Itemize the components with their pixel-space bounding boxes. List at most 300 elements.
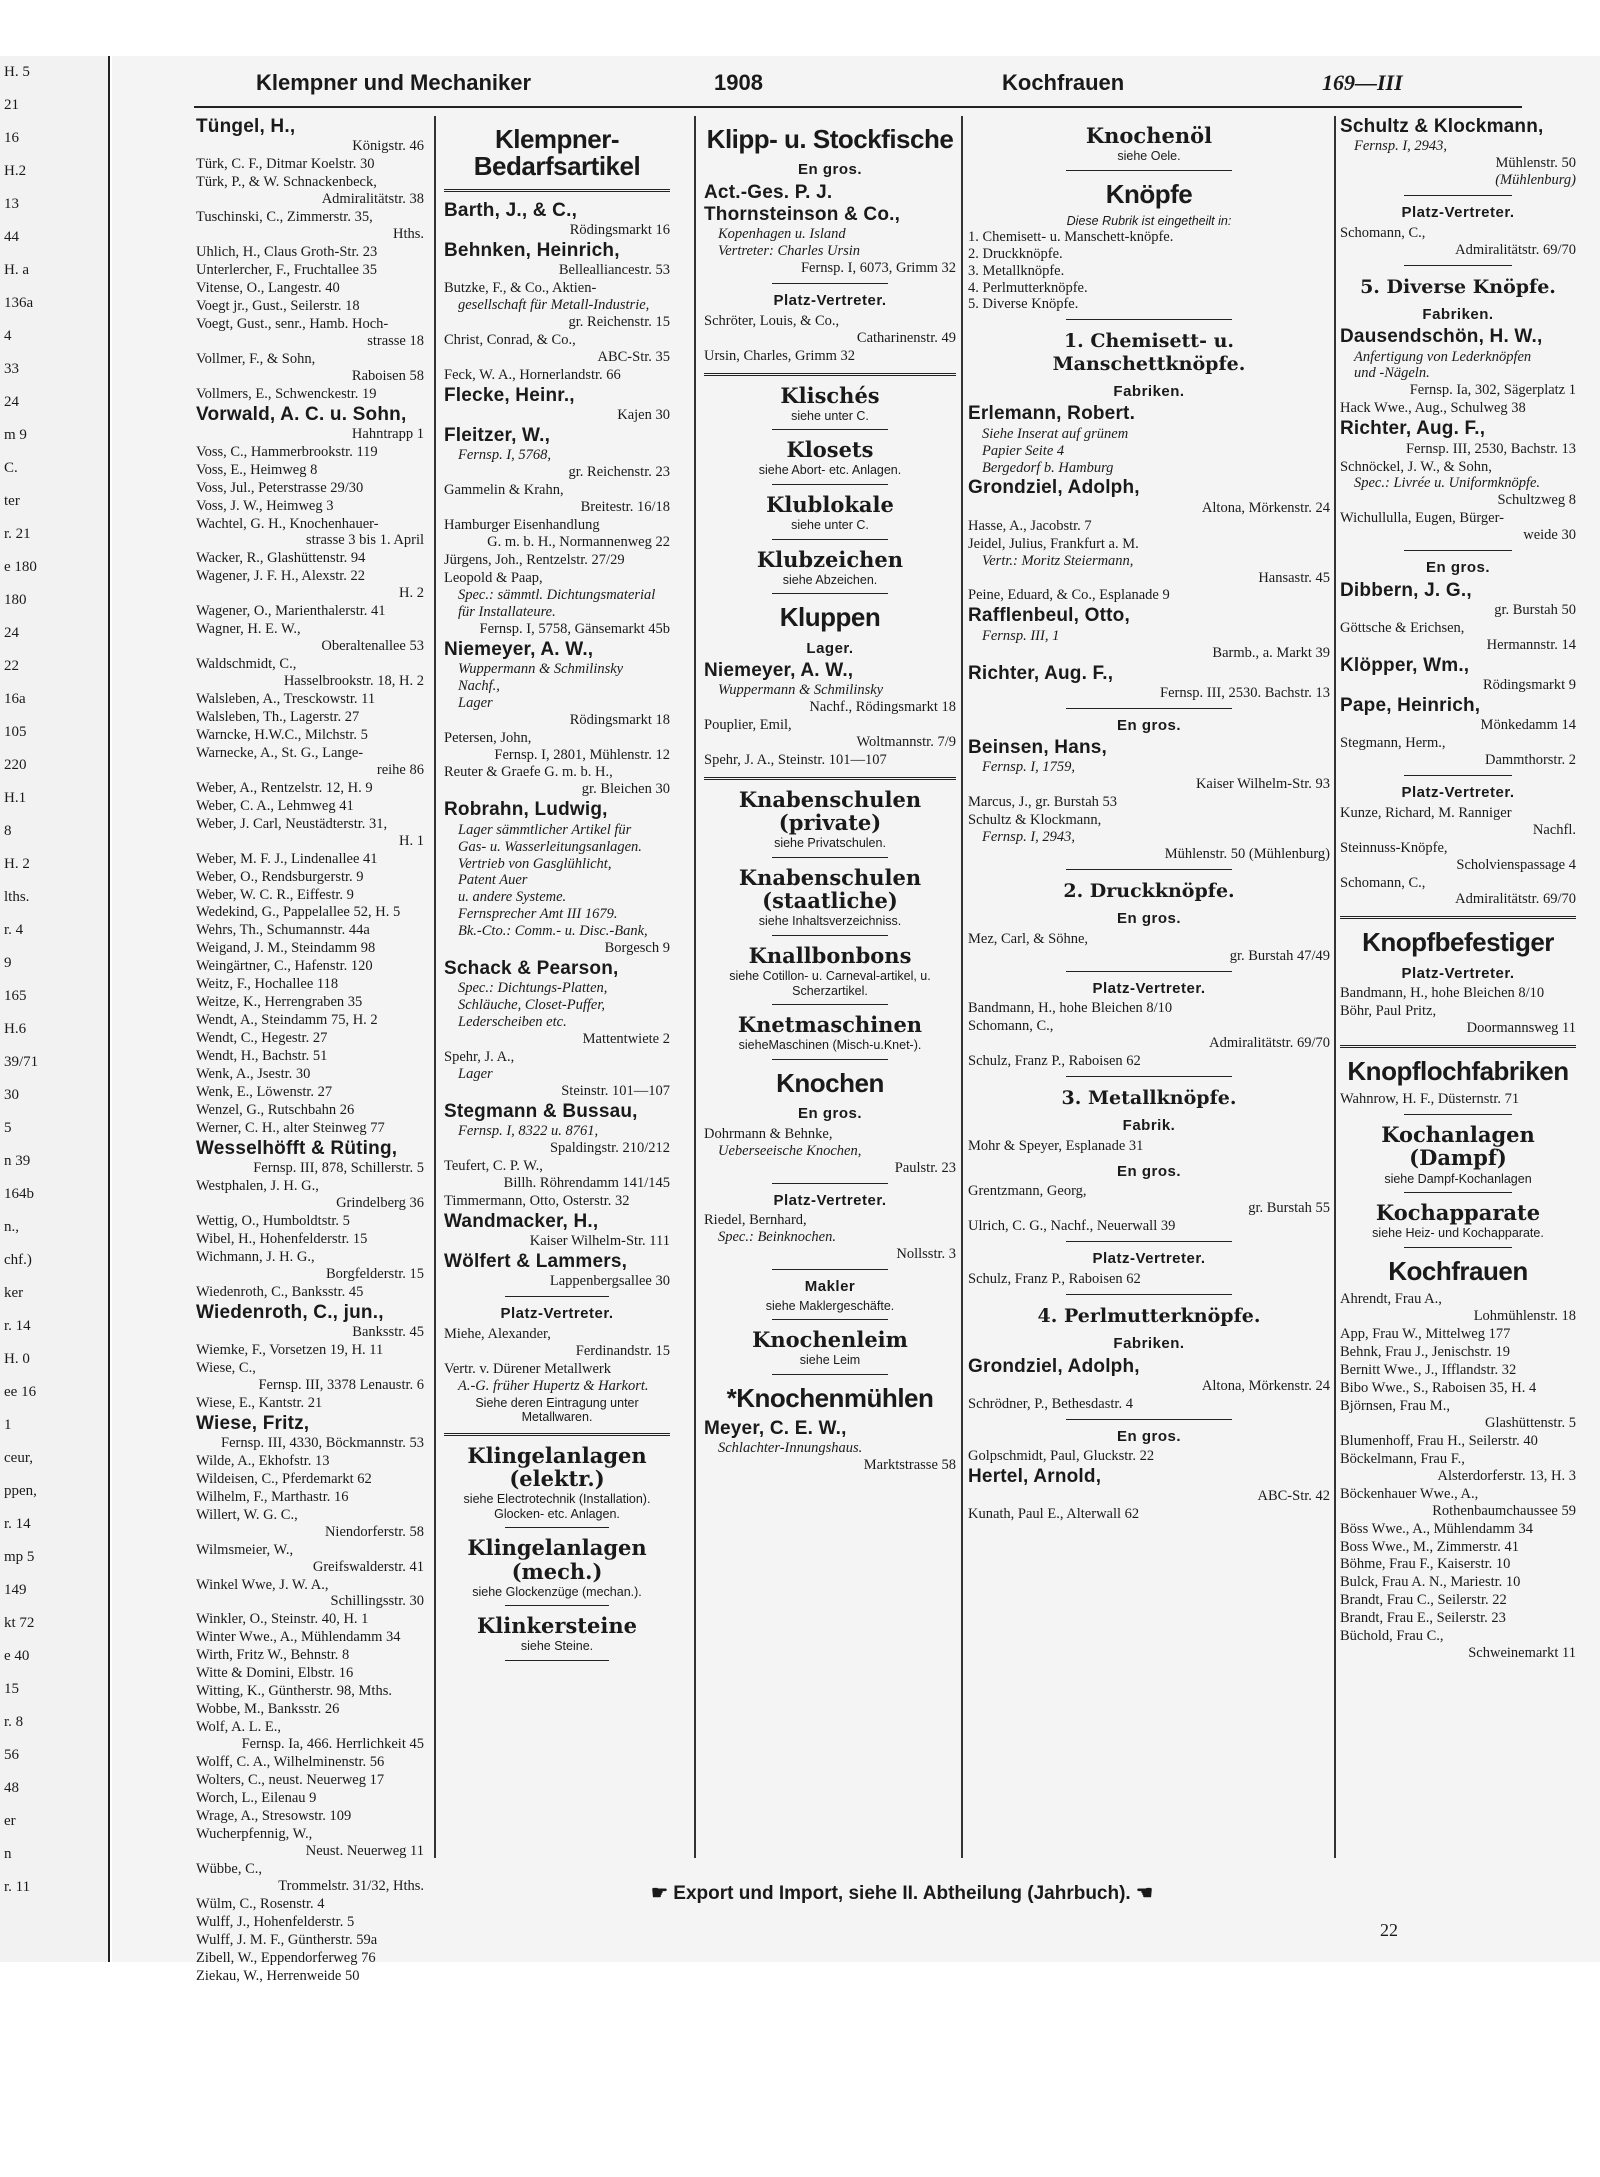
entry-text: Wolf, A. L. E., bbox=[196, 1719, 282, 1736]
directory-entry bbox=[196, 1066, 424, 1083]
directory-entry bbox=[196, 1701, 424, 1718]
entry-text: Kunze, Richard, M. Ranniger bbox=[1340, 804, 1512, 821]
entry-text: Willert, W. G. C., bbox=[196, 1506, 298, 1523]
subsection-label: En gros. bbox=[797, 161, 862, 179]
entry-text: Schultz & Klockmann, bbox=[968, 812, 1102, 829]
entry-address: Rödingsmarkt 16 bbox=[569, 221, 670, 238]
entry-name: Richter, Aug. F., bbox=[968, 662, 1114, 684]
entry-detail: Patent Auer bbox=[458, 872, 528, 889]
directory-entry bbox=[704, 717, 956, 751]
entry-text: Walsleben, Th., Lagerstr. 27 bbox=[196, 708, 360, 725]
entry-text: Dohrmann & Behnke, bbox=[704, 1125, 833, 1142]
entry-text: Weingärtner, C., Hafenstr. 120 bbox=[196, 958, 373, 975]
entry-address: Admiralitätstr. 38 bbox=[321, 191, 424, 208]
directory-entry bbox=[444, 1326, 670, 1360]
entry-name: Grondziel, Adolph, bbox=[968, 477, 1140, 499]
reference-note: siehe unter C. bbox=[791, 518, 869, 533]
entry-text: Schnöckel, J. W., & Sohn, bbox=[1340, 458, 1492, 475]
directory-entry bbox=[968, 403, 1330, 476]
directory-entry bbox=[1340, 1003, 1576, 1037]
header-year: 1908 bbox=[714, 70, 763, 95]
entry-detail: Spec.: Beinknochen. bbox=[718, 1229, 836, 1246]
entry-address: gr. Burstah 55 bbox=[1248, 1200, 1330, 1217]
entry-text: Blumenhoff, Frau H., Seilerstr. 40 bbox=[1340, 1432, 1538, 1449]
entry-text: Weber, A., Rentzelstr. 12, H. 9 bbox=[196, 779, 373, 796]
entry-text: Stegmann, Herm., bbox=[1340, 735, 1446, 752]
entry-text: Kunath, Paul E., Alterwall 62 bbox=[968, 1506, 1140, 1523]
entry-address: Breitestr. 16/18 bbox=[580, 498, 670, 515]
entry-text: Büchold, Frau C., bbox=[1340, 1628, 1444, 1645]
directory-entry bbox=[196, 1861, 424, 1895]
directory-entry bbox=[196, 709, 424, 726]
margin-fragment: 33 bbox=[4, 361, 19, 377]
entry-text: Spehr, J. A., Steinstr. 101—107 bbox=[704, 752, 887, 769]
section-heading: Knopfbefestiger bbox=[1362, 927, 1554, 958]
directory-entry bbox=[196, 568, 424, 602]
entry-address: Ferdinandstr. 15 bbox=[575, 1342, 670, 1359]
section-rule bbox=[1066, 1294, 1233, 1295]
entry-detail: Spec.: Livrée u. Uniformknöpfe. bbox=[1354, 475, 1541, 492]
entry-text: Göttsche & Erichsen, bbox=[1340, 619, 1465, 636]
double-rule bbox=[444, 1433, 670, 1436]
entry-text: Böhme, Frau F., Kaiserstr. 10 bbox=[1340, 1556, 1511, 1573]
directory-entry bbox=[196, 1395, 424, 1412]
entry-text: Voss, E., Heimweg 8 bbox=[196, 461, 318, 478]
entry-detail: Spec.: sämmtl. Dichtungsmaterial bbox=[458, 586, 656, 603]
entry-name: Behnken, Heinrich, bbox=[444, 239, 620, 261]
rubric-intro: Diese Rubrik ist eingetheilt in: bbox=[1066, 214, 1232, 229]
section-rule bbox=[1066, 1419, 1233, 1420]
entry-address: Kaiser Wilhelm-Str. 111 bbox=[529, 1233, 670, 1250]
section-rule bbox=[772, 935, 888, 936]
directory-entry bbox=[968, 812, 1330, 863]
directory-entry bbox=[444, 1101, 670, 1157]
entry-address: Nachfl. bbox=[1532, 821, 1576, 838]
directory-entry bbox=[196, 922, 424, 939]
entry-detail: Schlachter-Innungshaus. bbox=[718, 1440, 863, 1457]
directory-entry bbox=[968, 1271, 1330, 1288]
entry-text: Ziekau, W., Herrenweide 50 bbox=[196, 1967, 360, 1984]
directory-entry bbox=[444, 552, 670, 569]
directory-entry bbox=[196, 1754, 424, 1771]
entry-address: Hermannstr. 14 bbox=[1486, 636, 1576, 653]
entry-address: Schillingsstr. 30 bbox=[330, 1593, 424, 1610]
directory-entry bbox=[196, 798, 424, 815]
entry-address: Rothenbaumchaussee 59 bbox=[1432, 1502, 1576, 1519]
reference-note: siehe Heiz- und Kochapparate. bbox=[1372, 1226, 1544, 1241]
entry-text: Wehrs, Th., Schumannstr. 44a bbox=[196, 922, 370, 939]
entry-text: Witte & Domini, Elbstr. 16 bbox=[196, 1665, 354, 1682]
entry-address: Hansastr. 45 bbox=[1258, 569, 1330, 586]
directory-entry bbox=[444, 764, 670, 798]
directory-entry bbox=[1340, 1486, 1576, 1520]
entry-text: Wachtel, G. H., Knochenhauer- bbox=[196, 515, 379, 532]
entry-text: Brandt, Frau E., Seilerstr. 23 bbox=[1340, 1610, 1506, 1627]
directory-entry bbox=[1340, 985, 1576, 1002]
entry-text: Steinnuss-Knöpfe, bbox=[1340, 839, 1448, 856]
directory-entry bbox=[196, 1647, 424, 1664]
entry-text: Golpschmidt, Paul, Gluckstr. 22 bbox=[968, 1448, 1155, 1465]
directory-entry bbox=[444, 639, 670, 729]
entry-text: Leopold & Paap, bbox=[444, 569, 543, 586]
directory-entry bbox=[196, 994, 424, 1011]
reference-note: siehe Inhaltsverzeichniss. bbox=[758, 914, 902, 929]
rubric-item: 5. Diverse Knöpfe. bbox=[968, 296, 1079, 313]
entry-text: Voss, J. W., Heimweg 3 bbox=[196, 497, 334, 514]
entry-text: Wülm, C., Rosenstr. 4 bbox=[196, 1895, 325, 1912]
margin-fragment: H. 0 bbox=[4, 1351, 30, 1367]
entry-name: Fleitzer, W., bbox=[444, 424, 551, 446]
subsection-label: Platz-Vertreter. bbox=[1401, 784, 1515, 802]
entry-text: Wucherpfennig, W., bbox=[196, 1825, 313, 1842]
column-3 bbox=[704, 116, 956, 1858]
entry-detail: Fernsp. I, 2943, bbox=[1354, 138, 1448, 155]
margin-fragment: 149 bbox=[4, 1582, 27, 1598]
reference-heading: Klublokale bbox=[766, 491, 894, 517]
directory-entry bbox=[444, 1049, 670, 1100]
subsection-heading: 1. Chemisett- u. Manschettknöpfe. bbox=[1052, 330, 1246, 375]
margin-fragment: ter bbox=[4, 493, 20, 509]
entry-text: Weber, W. C. R., Eiffestr. 9 bbox=[196, 886, 354, 903]
entry-address: Schweinemarkt 11 bbox=[1468, 1645, 1576, 1662]
entry-name: Stegmann & Bussau, bbox=[444, 1101, 638, 1123]
directory-entry bbox=[968, 518, 1330, 535]
directory-entry bbox=[196, 1302, 424, 1341]
directory-entry bbox=[196, 174, 424, 208]
subsection-label: Fabriken. bbox=[1113, 382, 1185, 400]
directory-entry bbox=[196, 1012, 424, 1029]
directory-entry bbox=[196, 603, 424, 620]
entry-address: Borgesch 9 bbox=[604, 940, 670, 957]
section-heading: *Knochenmühlen bbox=[726, 1382, 934, 1413]
subsection-label: Lager. bbox=[806, 639, 854, 657]
directory-entry bbox=[968, 1356, 1330, 1395]
section-rule bbox=[772, 429, 888, 430]
directory-entry bbox=[196, 550, 424, 567]
entry-detail: Lederscheiben etc. bbox=[458, 1014, 567, 1031]
entry-detail: Fernsp. I, 1759, bbox=[982, 759, 1076, 776]
directory-entry bbox=[196, 1611, 424, 1628]
subsection-label: Platz-Vertreter. bbox=[773, 1191, 887, 1209]
margin-fragment: er bbox=[4, 1813, 16, 1829]
directory-entry bbox=[444, 240, 670, 279]
directory-entry bbox=[196, 516, 424, 550]
directory-entry bbox=[444, 425, 670, 481]
reference-note: siehe Abort- etc. Anlagen. bbox=[758, 463, 902, 478]
directory-entry bbox=[196, 1342, 424, 1359]
entry-name: Flecke, Heinr., bbox=[444, 384, 575, 406]
directory-entry bbox=[196, 386, 424, 403]
entry-text: Voss, C., Hammerbrookstr. 119 bbox=[196, 443, 378, 460]
entry-text: Peine, Eduard, & Co., Esplanade 9 bbox=[968, 587, 1170, 604]
margin-fragment: lths. bbox=[4, 889, 30, 905]
reference-heading: Knochenleim bbox=[752, 1327, 908, 1353]
header-rule bbox=[194, 106, 1522, 108]
directory-entry bbox=[968, 1000, 1330, 1017]
entry-address: Altona, Mörkenstr. 24 bbox=[1201, 499, 1330, 516]
entry-text: Böhr, Paul Pritz, bbox=[1340, 1003, 1437, 1020]
directory-entry bbox=[704, 348, 956, 365]
section-heading: Kluppen bbox=[779, 602, 881, 633]
directory-entry bbox=[196, 444, 424, 461]
directory-entry bbox=[1340, 1574, 1576, 1591]
margin-fragment: 24 bbox=[4, 625, 19, 641]
entry-address: H. 2 bbox=[399, 585, 424, 602]
directory-entry bbox=[196, 1284, 424, 1301]
entry-text: Christ, Conrad, & Co., bbox=[444, 331, 576, 348]
margin-fragment: 15 bbox=[4, 1681, 19, 1697]
margin-fragment: n bbox=[4, 1846, 12, 1862]
double-rule bbox=[1340, 916, 1576, 919]
entry-address: Spaldingstr. 210/212 bbox=[549, 1140, 670, 1157]
entry-text: Vitense, O., Langestr. 40 bbox=[196, 279, 340, 296]
directory-entry bbox=[196, 621, 424, 655]
reference-note: siehe Maklergeschäfte. bbox=[765, 1298, 895, 1313]
reference-note: siehe Oele. bbox=[1117, 149, 1181, 164]
directory-entry bbox=[196, 1413, 424, 1452]
entry-address: Admiralitätstr. 69/70 bbox=[1455, 241, 1576, 258]
entry-text: Wichmann, J. H. G., bbox=[196, 1248, 315, 1265]
directory-entry bbox=[196, 280, 424, 297]
entry-detail: Gas- u. Wasserleitungsanlagen. bbox=[458, 838, 642, 855]
subsection-heading: 3. Metallknöpfe. bbox=[1061, 1087, 1237, 1110]
directory-entry bbox=[968, 477, 1330, 516]
entry-name: Schack & Pearson, bbox=[444, 958, 619, 980]
directory-entry bbox=[196, 498, 424, 515]
entry-text: Wildeisen, C., Pferdemarkt 62 bbox=[196, 1470, 372, 1487]
directory-entry bbox=[1340, 620, 1576, 654]
entry-address: Fernsp. I, 6073, Grimm 32 bbox=[800, 260, 956, 277]
directory-entry bbox=[196, 976, 424, 993]
entry-address: G. m. b. H., Normannenweg 22 bbox=[487, 533, 670, 550]
margin-fragment: 9 bbox=[4, 955, 12, 971]
entry-text: Wübbe, C., bbox=[196, 1860, 263, 1877]
header-page: 169—III bbox=[1322, 70, 1403, 95]
entry-address: Rödingsmarkt 9 bbox=[1482, 677, 1576, 694]
entry-text: Mez, Carl, & Söhne, bbox=[968, 930, 1089, 947]
entry-text: Wrage, A., Stresowstr. 109 bbox=[196, 1807, 352, 1824]
entry-text: Bandmann, H., hohe Bleichen 8/10 bbox=[968, 1000, 1173, 1017]
entry-name: Tüngel, H., bbox=[196, 116, 296, 137]
entry-address: Barmb., a. Markt 39 bbox=[1212, 644, 1330, 661]
reference-heading: Klischés bbox=[780, 382, 880, 408]
subsection-label: Platz-Vertreter. bbox=[1092, 1250, 1206, 1268]
column-2 bbox=[444, 116, 670, 1858]
entry-text: Wagener, J. F. H., Alexstr. 22 bbox=[196, 568, 366, 585]
entry-text: Winter Wwe., A., Mühlendamm 34 bbox=[196, 1629, 401, 1646]
directory-entry bbox=[196, 1048, 424, 1065]
entry-text: Schomann, C., bbox=[968, 1018, 1054, 1035]
entry-address: Glashüttenstr. 5 bbox=[1484, 1414, 1576, 1431]
entry-text: Wenk, A., Jsestr. 30 bbox=[196, 1066, 311, 1083]
entry-text: Björnsen, Frau M., bbox=[1340, 1397, 1450, 1414]
margin-fragment: 8 bbox=[4, 823, 12, 839]
entry-address: Schultzweg 8 bbox=[1497, 492, 1576, 509]
subsection-label: Platz-Vertreter. bbox=[1401, 964, 1515, 982]
section-rule bbox=[1404, 195, 1513, 196]
entry-text: Wirth, Fritz W., Behnstr. 8 bbox=[196, 1647, 350, 1664]
entry-address: gr. Burstah 50 bbox=[1494, 602, 1576, 619]
subsection-label: Fabriken. bbox=[1422, 305, 1494, 323]
directory-entry bbox=[196, 1826, 424, 1860]
pointing-hand-icon: ☛ bbox=[650, 1883, 674, 1904]
directory-entry bbox=[196, 1030, 424, 1047]
entry-text: Voss, Jul., Peterstrasse 29/30 bbox=[196, 479, 364, 496]
rubric-item: 4. Perlmutterknöpfe. bbox=[968, 279, 1088, 296]
margin-fragment: 39/71 bbox=[4, 1054, 39, 1070]
subsection-label: Platz-Vertreter. bbox=[1092, 979, 1206, 997]
section-rule bbox=[1066, 170, 1233, 171]
directory-entry bbox=[968, 1053, 1330, 1070]
entry-text: Türk, C. F., Ditmar Koelstr. 30 bbox=[196, 156, 375, 173]
double-rule bbox=[444, 189, 670, 192]
entry-name: Pape, Heinrich, bbox=[1340, 695, 1481, 717]
entry-text: App, Frau W., Mittelweg 177 bbox=[1340, 1326, 1511, 1343]
entry-text: Wenk, E., Löwenstr. 27 bbox=[196, 1084, 333, 1100]
directory-entry bbox=[196, 404, 424, 443]
entry-address: Fernsp. III, 3378 Lenaustr. 6 bbox=[258, 1376, 424, 1393]
reference-heading: Klingelanlagen (elektr.) bbox=[467, 1443, 647, 1492]
entry-detail: Vertr.: Moritz Steiermann, bbox=[982, 552, 1134, 569]
entry-address: strasse 3 bis 1. April bbox=[305, 532, 424, 549]
directory-entry bbox=[1340, 510, 1576, 544]
entry-address: Kaiser Wilhelm-Str. 93 bbox=[1195, 776, 1330, 793]
margin-fragment: 21 bbox=[4, 97, 19, 113]
directory-entry bbox=[968, 1018, 1330, 1052]
directory-entry bbox=[444, 280, 670, 331]
directory-entry bbox=[444, 1193, 670, 1210]
entry-detail: Bk.-Cto.: Comm.- u. Disc.-Bank, bbox=[458, 923, 648, 940]
directory-entry bbox=[196, 1360, 424, 1394]
directory-entry bbox=[1340, 655, 1576, 694]
entry-text: Hamburger Eisenhandlung bbox=[444, 516, 600, 533]
directory-entry bbox=[444, 1361, 670, 1395]
directory-entry bbox=[196, 656, 424, 690]
directory-entry bbox=[704, 752, 956, 769]
entry-text: Ulrich, C. G., Nachf., Neuerwall 39 bbox=[968, 1218, 1176, 1235]
double-rule bbox=[1340, 1045, 1576, 1048]
directory-entry bbox=[196, 1542, 424, 1576]
entry-address: Steinstr. 101—107 bbox=[561, 1083, 670, 1100]
entry-detail: Anfertigung von Lederknöpfen bbox=[1354, 348, 1532, 365]
entry-text: Weber, C. A., Lehmweg 41 bbox=[196, 797, 354, 814]
section-rule bbox=[1404, 265, 1513, 266]
entry-text: Wolters, C., neust. Neuerweg 17 bbox=[196, 1772, 385, 1789]
entry-text: Böckenhauer Wwe., A., bbox=[1340, 1485, 1479, 1502]
entry-address: Kajen 30 bbox=[617, 406, 670, 423]
entry-text: Waldschmidt, C., bbox=[196, 656, 297, 673]
section-rule bbox=[1066, 1241, 1233, 1242]
reference-heading: Knabenschulen (private) bbox=[738, 787, 922, 836]
subsection-label: En gros. bbox=[1425, 559, 1490, 577]
entry-address: Neust. Neuerweg 11 bbox=[305, 1842, 424, 1859]
directory-entry bbox=[444, 1158, 670, 1192]
directory-entry bbox=[1340, 1362, 1576, 1379]
entry-name: Robrahn, Ludwig, bbox=[444, 799, 608, 821]
margin-fragment: H.1 bbox=[4, 790, 27, 806]
subsection-label: En gros. bbox=[1116, 1162, 1181, 1180]
directory-entry bbox=[704, 313, 956, 347]
page-header bbox=[112, 62, 1442, 102]
directory-entry bbox=[1340, 459, 1576, 510]
entry-text: Winkler, O., Steinstr. 40, H. 1 bbox=[196, 1611, 369, 1628]
margin-fragment: 5 bbox=[4, 1120, 12, 1136]
entry-text: Weitze, K., Herrengraben 35 bbox=[196, 994, 363, 1011]
entry-text: Böss Wwe., A., Mühlendamm 34 bbox=[1340, 1520, 1534, 1537]
directory-entry bbox=[444, 482, 670, 516]
entry-text: Westphalen, J. H. G., bbox=[196, 1178, 319, 1195]
section-rule bbox=[772, 1374, 888, 1375]
entry-text: Hack Wwe., Aug., Schulweg 38 bbox=[1340, 400, 1526, 417]
entry-address: Catharinenstr. 49 bbox=[856, 329, 956, 346]
entry-text: Schulz, Franz P., Raboisen 62 bbox=[968, 1053, 1141, 1070]
reference-heading: Kochanlagen (Dampf) bbox=[1381, 1122, 1535, 1171]
section-rule bbox=[772, 1319, 888, 1320]
entry-text: Bulck, Frau A. N., Mariestr. 10 bbox=[1340, 1574, 1521, 1591]
entry-address: Mattentwiete 2 bbox=[582, 1031, 670, 1048]
entry-detail: Lager bbox=[458, 694, 493, 711]
directory-entry bbox=[196, 1507, 424, 1541]
directory-entry bbox=[1340, 1398, 1576, 1432]
margin-fragment: r. 14 bbox=[4, 1516, 31, 1532]
directory-entry bbox=[196, 1808, 424, 1825]
margin-fragment: 16 bbox=[4, 130, 19, 146]
section-heading: Klipp- u. Stockfische bbox=[706, 124, 954, 154]
entry-address: Rödingsmarkt 18 bbox=[569, 711, 670, 728]
column-divider bbox=[1334, 116, 1336, 1858]
margin-fragment: 180 bbox=[4, 592, 27, 608]
reference-note: siehe Steine. bbox=[520, 1639, 594, 1654]
reference-heading: Knochenöl bbox=[1085, 123, 1213, 148]
section-rule bbox=[505, 1296, 609, 1297]
entry-address: Grindelberg 36 bbox=[336, 1194, 424, 1211]
entry-text: Timmermann, Otto, Osterstr. 32 bbox=[444, 1193, 630, 1210]
directory-entry bbox=[1340, 1344, 1576, 1361]
column-divider bbox=[694, 116, 696, 1858]
section-rule bbox=[1066, 1076, 1233, 1077]
entry-name: Wiese, Fritz, bbox=[196, 1412, 310, 1434]
entry-address: Paulstr. 23 bbox=[894, 1159, 956, 1176]
directory-entry bbox=[968, 1448, 1330, 1465]
reference-note: siehe Dampf-Kochanlagen bbox=[1384, 1171, 1532, 1186]
directory-entry bbox=[196, 1231, 424, 1248]
entry-address: Nollsstr. 3 bbox=[896, 1246, 956, 1263]
entry-text: Wolff, C. A., Wilhelminenstr. 56 bbox=[196, 1754, 385, 1771]
entry-name: Rafflenbeul, Otto, bbox=[968, 605, 1130, 627]
entry-detail: Fernsprecher Amt III 1679. bbox=[458, 906, 618, 923]
directory-entry bbox=[196, 816, 424, 850]
entry-address: ABC-Str. 42 bbox=[1257, 1488, 1330, 1505]
entry-text: Weigand, J. M., Steindamm 98 bbox=[196, 940, 376, 957]
directory-entry bbox=[1340, 1380, 1576, 1397]
directory-entry bbox=[968, 1506, 1330, 1523]
column-4 bbox=[968, 116, 1330, 1858]
section-rule bbox=[505, 1527, 609, 1528]
directory-entry bbox=[196, 1932, 424, 1949]
entry-address: Königstr. 46 bbox=[352, 138, 424, 155]
header-left: Klempner und Mechaniker bbox=[256, 70, 532, 95]
entry-text: Warncke, H.W.C., Milchstr. 5 bbox=[196, 726, 368, 743]
directory-entry bbox=[968, 663, 1330, 702]
margin-fragment: ee 16 bbox=[4, 1384, 37, 1400]
entry-address: Hths. bbox=[392, 225, 424, 242]
entry-text: Schröter, Louis, & Co., bbox=[704, 312, 840, 329]
directory-entry bbox=[1340, 326, 1576, 399]
entry-address: Mühlenstr. 50 bbox=[1495, 155, 1576, 172]
directory-entry bbox=[196, 1489, 424, 1506]
section-heading: Klempner-Bedarfsartikel bbox=[473, 124, 641, 182]
entry-address: gr. Reichenstr. 23 bbox=[568, 464, 670, 480]
